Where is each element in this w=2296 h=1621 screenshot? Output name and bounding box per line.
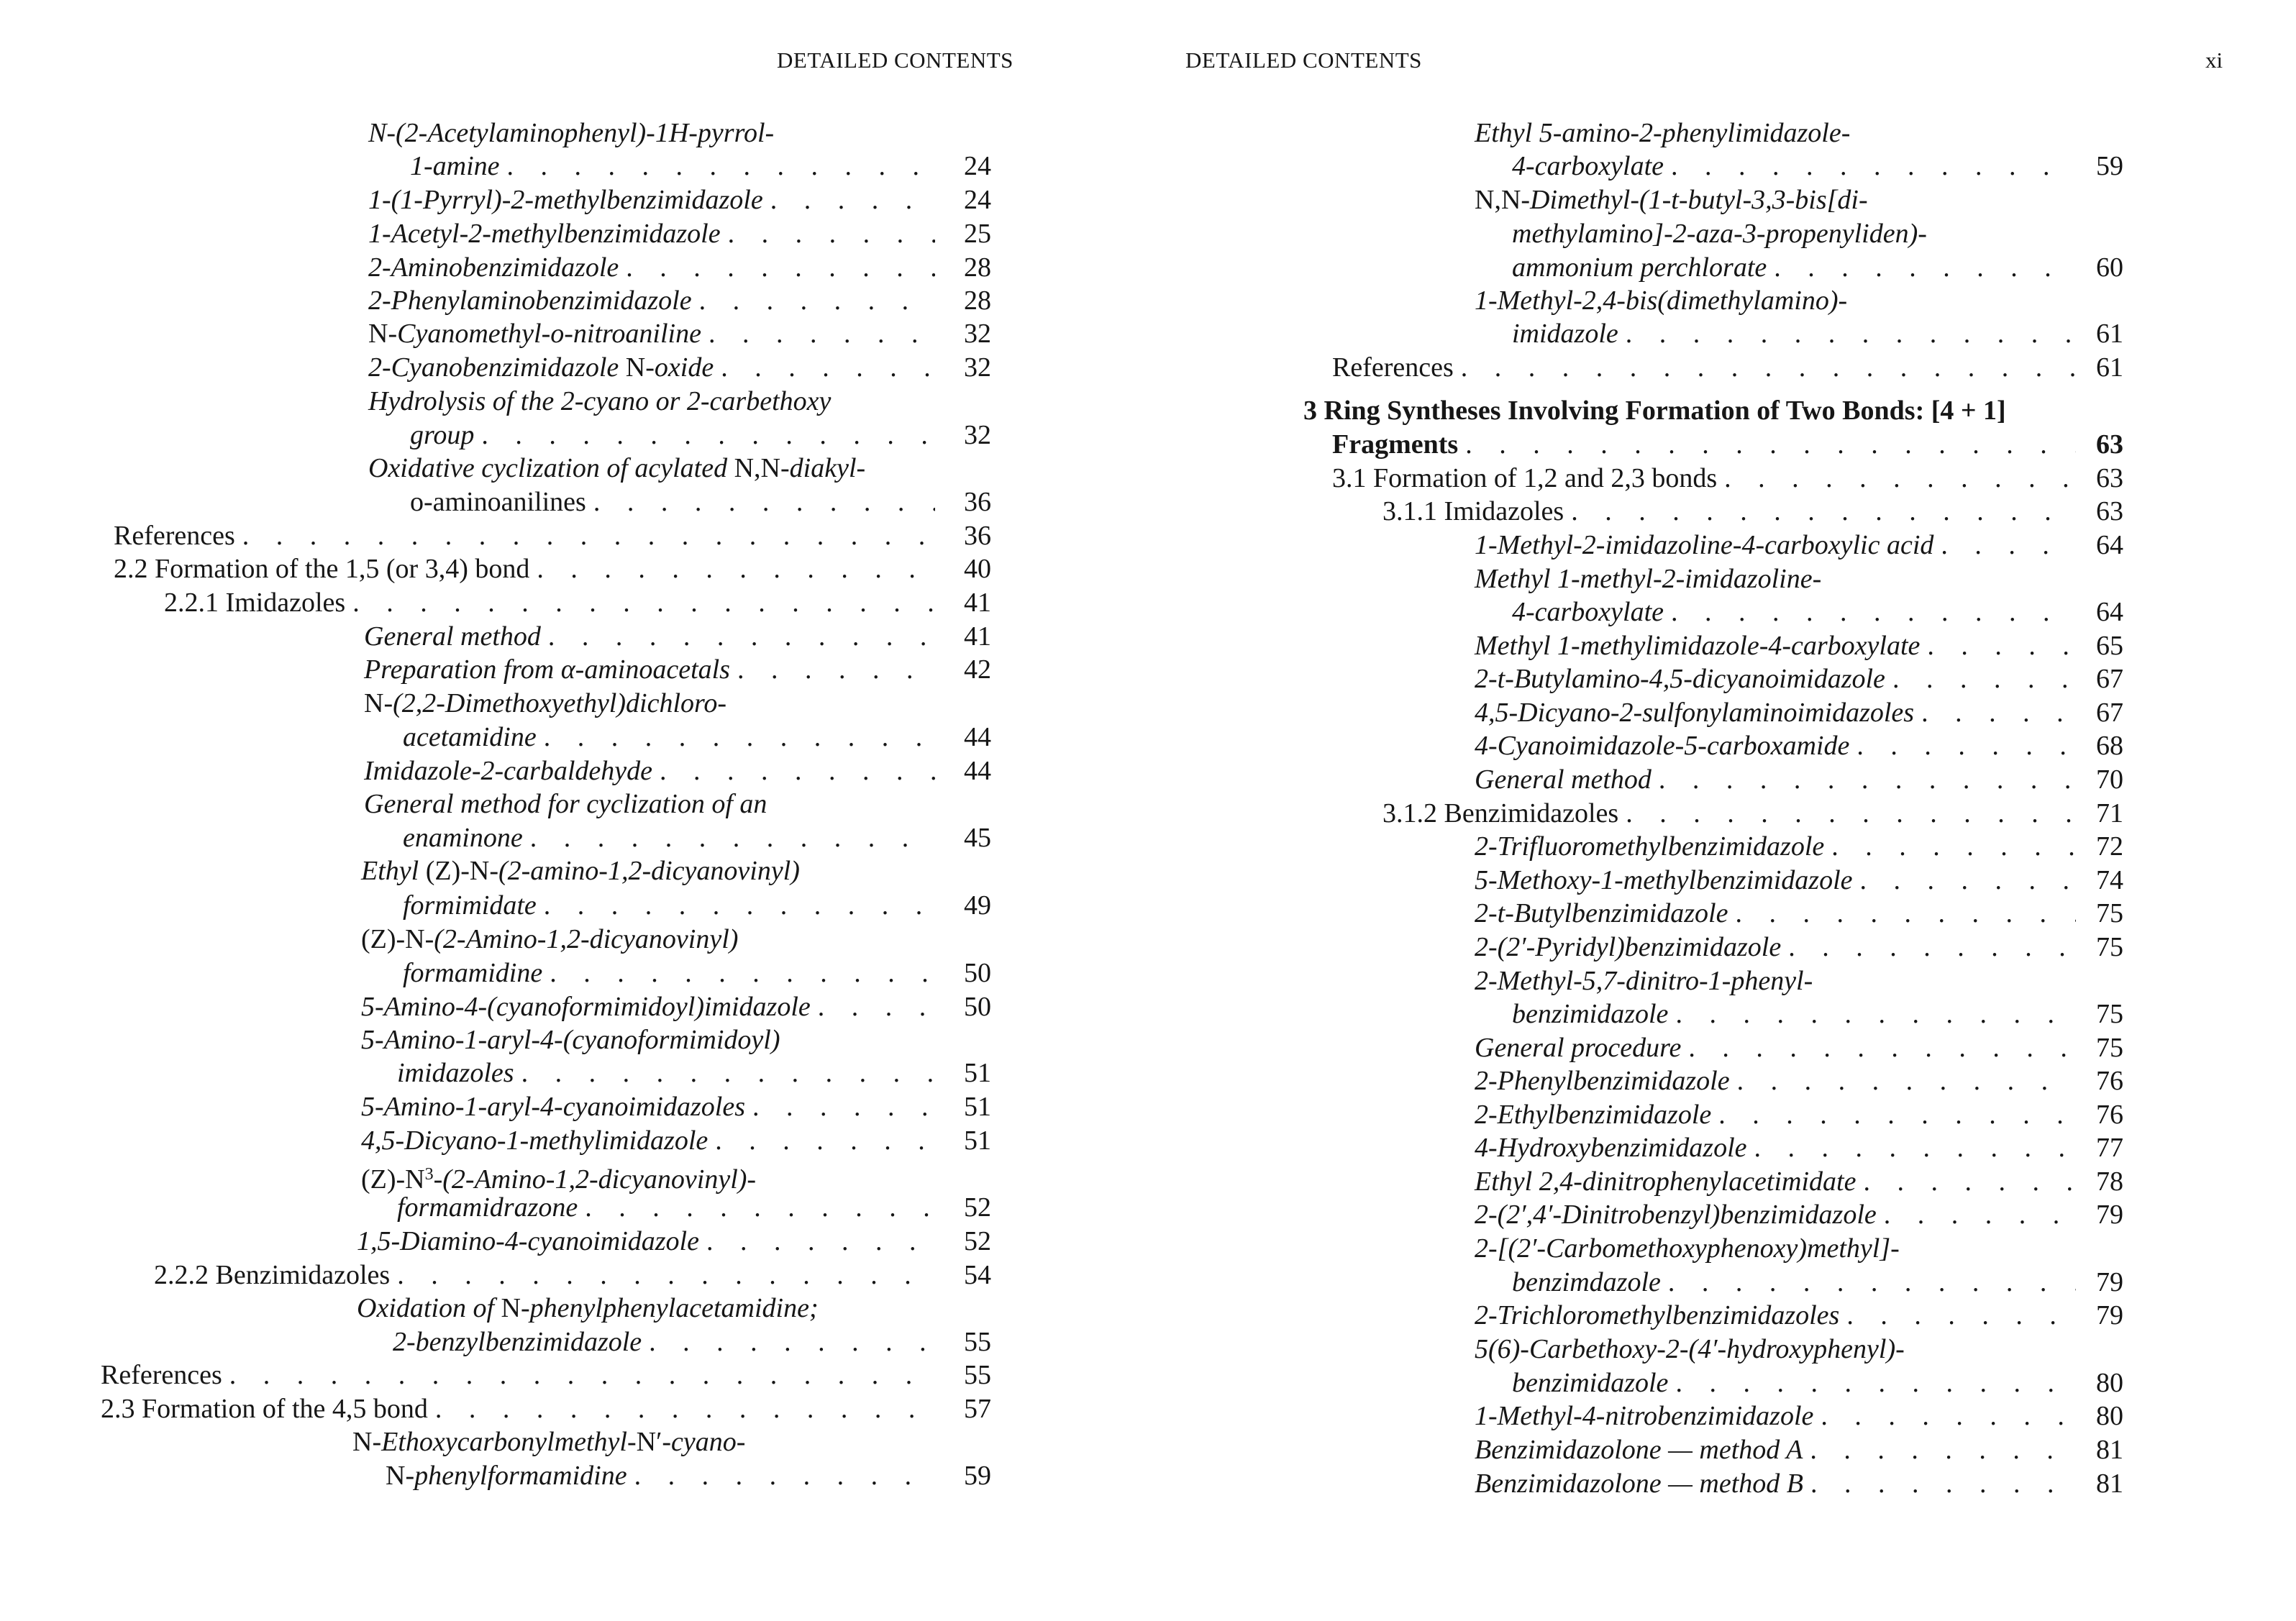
- toc-entry-page: 81: [2096, 1435, 2123, 1465]
- toc-entry: [368, 217, 935, 250]
- toc-entry: [361, 1124, 935, 1157]
- toc-entry-page: 79: [2096, 1200, 2123, 1230]
- toc-entry-title: 2-Trifluoromethylbenzimidazole: [1475, 831, 1825, 862]
- toc-entry-page: 36: [964, 487, 991, 517]
- toc-entry-title: N-(2,2-Dimethoxyethyl)dichloro-: [364, 688, 727, 718]
- toc-entry-title: N-(2-Acetylaminophenyl)-1H-pyrrol-: [368, 118, 775, 148]
- toc-entry: [1475, 1433, 2076, 1466]
- toc-entry-page: 32: [964, 420, 991, 450]
- dot-leader: [521, 1056, 935, 1090]
- toc-entry: [1512, 1266, 2076, 1299]
- toc-entry: [1475, 1333, 1905, 1366]
- toc-entry-title: $(Z)-N^3-(2-Amino-1,2-dicyanovinyl)-$: [361, 1164, 757, 1195]
- toc-entry: [1475, 696, 2076, 729]
- toc-entry-page: 65: [2096, 631, 2123, 661]
- toc-entry: [368, 317, 935, 350]
- dot-leader: [649, 1325, 935, 1359]
- dot-leader: [435, 1392, 935, 1425]
- toc-entry-page: 75: [2096, 1033, 2123, 1063]
- dot-leader: [770, 183, 935, 216]
- toc-entry-title: 2-(2′,4′-Dinitrobenzyl)benzimidazole: [1475, 1200, 1877, 1230]
- dot-leader: [1774, 251, 2076, 284]
- toc-entry: [1475, 1098, 2076, 1131]
- toc-entry-page: 76: [2096, 1100, 2123, 1130]
- toc-entry-page: 68: [2096, 731, 2123, 761]
- dot-leader: [548, 620, 935, 653]
- toc-entry: [1475, 1399, 2076, 1433]
- toc-entry: [1475, 117, 1850, 150]
- dot-leader: [585, 1191, 935, 1224]
- toc-entry-page: 61: [2096, 319, 2123, 349]
- dot-leader: [1718, 1098, 2076, 1131]
- dot-leader: [728, 217, 935, 250]
- dot-leader: [1927, 629, 2076, 662]
- toc-entry-page: 51: [964, 1058, 991, 1088]
- toc-entry-title: 1-Acetyl-2-methylbenzimidazole: [368, 219, 721, 249]
- toc-entry-title: benzimdazole: [1512, 1267, 1661, 1297]
- toc-entry-page: 67: [2096, 664, 2123, 694]
- toc-entry-page: 54: [964, 1260, 991, 1290]
- toc-entry: [403, 821, 935, 854]
- dot-leader: [1892, 662, 2076, 695]
- toc-entry-title: 4-carboxylate: [1512, 151, 1664, 181]
- toc-entry: [154, 1259, 935, 1292]
- toc-entry: [1475, 284, 1847, 317]
- toc-entry: [386, 1459, 935, 1492]
- toc-entry-page: 59: [964, 1461, 991, 1491]
- dot-leader: [660, 754, 935, 787]
- toc-entry-page: 77: [2096, 1133, 2123, 1163]
- dot-leader: [1884, 1198, 2076, 1231]
- toc-entry-title: 2-Trichloromethylbenzimidazoles: [1475, 1300, 1840, 1330]
- toc-entry-page: 24: [964, 151, 991, 181]
- dot-leader: [752, 1090, 935, 1123]
- toc-entry-title: imidazole: [1512, 319, 1618, 349]
- toc-entry-page: 78: [2096, 1166, 2123, 1197]
- toc-entry-title: General procedure: [1475, 1033, 1682, 1063]
- dot-leader: [1675, 1366, 2076, 1399]
- toc-entry: [1512, 1366, 2076, 1399]
- dot-leader: [1671, 150, 2076, 183]
- toc-entry-title: General method: [364, 621, 541, 652]
- dot-leader: [1724, 462, 2076, 495]
- toc-entry: [1475, 931, 2076, 964]
- toc-entry-title: References: [101, 1360, 222, 1390]
- toc-entry-page: 32: [964, 319, 991, 349]
- toc-entry-page: 28: [964, 252, 991, 283]
- toc-entry-title: Methyl 1-methylimidazole-4-carboxylate: [1475, 631, 1921, 661]
- toc-entry-title: imidazoles: [397, 1058, 514, 1088]
- toc-entry-title: N-Cyanomethyl-o-nitroaniline: [368, 319, 701, 349]
- toc-entry-page: 25: [964, 219, 991, 249]
- toc-entry-title: 2.2 Formation of the 1,5 (or 3,4) bond: [114, 554, 530, 584]
- toc-entry: [1475, 1232, 1900, 1265]
- toc-entry-page: 32: [964, 352, 991, 383]
- toc-entry: [364, 787, 767, 821]
- toc-entry-page: 75: [2096, 999, 2123, 1029]
- toc-entry: [361, 990, 935, 1023]
- toc-entry-page: 41: [964, 588, 991, 618]
- dot-leader: [229, 1359, 935, 1392]
- toc-entry: [368, 452, 865, 485]
- toc-entry: [1332, 428, 2076, 461]
- toc-entry-title: 1-Methyl-4-nitrobenzimidazole: [1475, 1401, 1814, 1431]
- dot-leader: [626, 251, 935, 284]
- running-head: DETAILED CONTENTS: [1185, 47, 1422, 73]
- toc-entry-title: 2-Cyanobenzimidazole N-oxide: [368, 352, 714, 383]
- toc-entry-title: 5-Amino-1-aryl-4-cyanoimidazoles: [361, 1092, 745, 1122]
- toc-entry-page: 55: [964, 1360, 991, 1390]
- dot-leader: [593, 485, 935, 519]
- dot-leader: [530, 821, 935, 854]
- toc-entry-title: Oxidative cyclization of acylated N,N-diakyl-: [368, 453, 866, 483]
- dot-leader: [634, 1459, 935, 1492]
- dot-leader: [1675, 997, 2076, 1031]
- toc-entry: [368, 117, 774, 150]
- toc-entry: [368, 251, 935, 284]
- toc-entry: [1475, 662, 2076, 695]
- toc-entry: [1475, 964, 1813, 997]
- toc-entry-title: 5-Methoxy-1-methylbenzimidazole: [1475, 865, 1853, 895]
- toc-entry-page: 52: [964, 1192, 991, 1223]
- toc-entry: [1475, 529, 2076, 562]
- toc-entry: [1475, 897, 2076, 930]
- toc-entry: [101, 1359, 935, 1392]
- dot-leader: [1626, 317, 2076, 350]
- toc-entry-page: 64: [2096, 597, 2123, 627]
- toc-entry-title: References: [114, 521, 235, 551]
- toc-entry: [410, 485, 935, 519]
- toc-entry: [368, 183, 935, 216]
- toc-entry-title: 2.2.2 Benzimidazoles: [154, 1260, 391, 1290]
- toc-entry-title: Fragments: [1332, 429, 1459, 460]
- toc-entry-title: 2-Phenylaminobenzimidazole: [368, 286, 692, 316]
- toc-entry-title: formamidine: [403, 958, 543, 988]
- toc-entry: [364, 653, 935, 686]
- toc-entry-page: 71: [2096, 798, 2123, 828]
- toc-entry: [1475, 729, 2076, 762]
- toc-entry-title: Ethyl 2,4-dinitrophenylacetimidate: [1475, 1166, 1857, 1197]
- toc-entry-title: 2-Phenylbenzimidazole: [1475, 1066, 1730, 1096]
- toc-entry: [368, 385, 831, 418]
- toc-entry: [1475, 1131, 2076, 1164]
- toc-entry-page: 55: [964, 1327, 991, 1357]
- toc-entry: [403, 889, 935, 922]
- toc-entry-title: 2.3 Formation of the 4,5 bond: [101, 1394, 428, 1424]
- toc-entry-title: (Z)-N-(2-Amino-1,2-dicyanovinyl): [361, 924, 739, 954]
- toc-entry-title: Ethyl 5-amino-2-phenylimidazole-: [1475, 118, 1851, 148]
- dot-leader: [397, 1259, 935, 1292]
- toc-entry-title: Benzimidazolone — method A: [1475, 1435, 1803, 1465]
- running-head: DETAILED CONTENTS: [777, 47, 1013, 73]
- toc-entry-title: Oxidation of N-phenylphenylacetamidine;: [357, 1293, 819, 1323]
- dot-leader: [721, 351, 935, 384]
- dot-leader: [537, 552, 935, 585]
- toc-entry-page: 59: [2096, 151, 2123, 181]
- toc-entry-page: 63: [2096, 496, 2123, 526]
- toc-entry: [1475, 1198, 2076, 1231]
- toc-entry: [368, 284, 935, 317]
- toc-entry-title: 3 Ring Syntheses Involving Formation of Two Bonds: [4 + 1]: [1303, 396, 2006, 426]
- dot-leader: [699, 284, 935, 317]
- toc-entry-title: 4,5-Dicyano-2-sulfonylaminoimidazoles: [1475, 698, 1915, 728]
- toc-entry-page: 63: [2096, 463, 2123, 493]
- toc-entry: [352, 1425, 745, 1458]
- toc-entry: [1475, 1031, 2076, 1064]
- toc-entry-title: 1-amine: [410, 151, 500, 181]
- dot-leader: [1821, 1399, 2076, 1433]
- toc-entry-page: 28: [964, 286, 991, 316]
- dot-leader: [1735, 897, 2076, 930]
- toc-entry-page: 60: [2096, 252, 2123, 283]
- dot-leader: [550, 956, 935, 990]
- toc-entry-page: 61: [2096, 352, 2123, 383]
- toc-entry-title: Preparation from α-aminoacetals: [364, 654, 730, 685]
- toc-entry-title: References: [1332, 352, 1454, 383]
- toc-entry: [393, 1325, 935, 1359]
- dot-leader: [1754, 1131, 2077, 1164]
- dot-leader: [1863, 1165, 2076, 1198]
- toc-entry: [114, 552, 935, 585]
- toc-entry: [1475, 1299, 2076, 1332]
- dot-leader: [737, 653, 935, 686]
- dot-leader: [1831, 830, 2076, 863]
- toc-entry: [164, 586, 935, 619]
- toc-entry-title: 3.1.1 Imidazoles: [1382, 496, 1564, 526]
- dot-leader: [1626, 797, 2076, 830]
- toc-entry-title: N-phenylformamidine: [386, 1461, 627, 1491]
- dot-leader: [1788, 931, 2076, 964]
- toc-entry-page: 81: [2096, 1469, 2123, 1499]
- toc-entry: [1332, 351, 2076, 384]
- toc-entry-title: 1,5-Diamino-4-cyanoimidazole: [357, 1226, 699, 1256]
- toc-entry-title: 2-t-Butylamino-4,5-dicyanoimidazole: [1475, 664, 1885, 694]
- toc-entry: [1475, 830, 2076, 863]
- toc-entry-page: 76: [2096, 1066, 2123, 1096]
- toc-entry-title: 5-Amino-1-aryl-4-(cyanoformimidoyl): [361, 1025, 780, 1055]
- toc-entry-page: 45: [964, 823, 991, 853]
- dot-leader: [352, 586, 935, 619]
- toc-entry-title: 2.2.1 Imidazoles: [164, 588, 346, 618]
- toc-entry-page: 70: [2096, 764, 2123, 795]
- toc-entry: [1512, 251, 2076, 284]
- toc-entry-page: 41: [964, 621, 991, 652]
- toc-entry-title: 2-(2′-Pyridyl)benzimidazole: [1475, 932, 1782, 962]
- toc-entry: [397, 1191, 935, 1224]
- toc-entry-page: 51: [964, 1092, 991, 1122]
- toc-entry: [368, 351, 935, 384]
- dot-leader: [706, 1225, 935, 1258]
- toc-entry-title: 4,5-Dicyano-1-methylimidazole: [361, 1125, 709, 1156]
- dot-leader: [544, 889, 935, 922]
- toc-entry-page: 50: [964, 992, 991, 1022]
- dot-leader: [544, 721, 935, 754]
- toc-entry-page: 44: [964, 756, 991, 786]
- toc-entry: [114, 519, 935, 552]
- toc-entry-page: 72: [2096, 831, 2123, 862]
- dot-leader: [1668, 1266, 2076, 1299]
- toc-entry-page: 80: [2096, 1368, 2123, 1398]
- toc-entry: [361, 854, 800, 887]
- toc-entry-title: Methyl 1-methyl-2-imidazoline-: [1475, 564, 1822, 594]
- dot-leader: [1857, 729, 2076, 762]
- toc-entry-title: 2-Aminobenzimidazole: [368, 252, 619, 283]
- toc-entry-title: 2-benzylbenzimidazole: [393, 1327, 642, 1357]
- dot-leader: [242, 519, 935, 552]
- toc-entry: [1332, 462, 2076, 495]
- toc-entry: [361, 1023, 780, 1056]
- toc-entry-title: 2-Methyl-5,7-dinitro-1-phenyl-: [1475, 966, 1813, 996]
- toc-entry: [1382, 797, 2076, 830]
- toc-entry-page: 36: [964, 521, 991, 551]
- toc-entry: [1512, 217, 1927, 250]
- toc-entry-title: formamidrazone: [397, 1192, 578, 1223]
- toc-entry: [361, 923, 738, 956]
- toc-entry-title: 4-Hydroxybenzimidazole: [1475, 1133, 1747, 1163]
- toc-entry: [1475, 763, 2076, 796]
- toc-entry-title: benzimidazole: [1512, 999, 1669, 1029]
- toc-entry-title: methylamino]-2-aza-3-propenyliden)-: [1512, 219, 1927, 249]
- toc-entry-page: 51: [964, 1125, 991, 1156]
- toc-entry: [1382, 495, 2076, 528]
- toc-entry-title: 2-t-Butylbenzimidazole: [1475, 898, 1728, 928]
- toc-entry: [1475, 183, 1868, 216]
- toc-entry: [1303, 394, 2006, 427]
- dot-leader: [715, 1124, 935, 1157]
- toc-entry-title: 2-[(2′-Carbomethoxyphenoxy)methyl]-: [1475, 1233, 1900, 1264]
- toc-entry: [357, 1292, 819, 1325]
- toc-entry-title: 3.1 Formation of 1,2 and 2,3 bonds: [1332, 463, 1718, 493]
- toc-entry-page: 52: [964, 1226, 991, 1256]
- toc-entry-title: 5-Amino-4-(cyanoformimidoyl)imidazole: [361, 992, 811, 1022]
- toc-entry-title: Benzimidazolone — method B: [1475, 1469, 1804, 1499]
- toc-entry-page: 79: [2096, 1267, 2123, 1297]
- toc-entry: [1512, 595, 2076, 629]
- toc-entry-page: 42: [964, 654, 991, 685]
- toc-entry-page: 49: [964, 890, 991, 921]
- dot-leader: [1737, 1064, 2076, 1097]
- toc-entry: [357, 1225, 935, 1258]
- toc-entry-title: Hydrolysis of the 2-cyano or 2-carbethoxy: [368, 386, 832, 416]
- toc-entry-page: 64: [2096, 530, 2123, 560]
- toc-entry: [1512, 997, 2076, 1031]
- toc-entry-title: acetamidine: [403, 722, 537, 752]
- toc-entry-page: 63: [2096, 429, 2123, 460]
- toc-entry-title: enaminone: [403, 823, 523, 853]
- dot-leader: [1860, 864, 2077, 897]
- toc-entry: [1475, 562, 1821, 595]
- toc-entry-page: 79: [2096, 1300, 2123, 1330]
- toc-entry-page: 24: [964, 185, 991, 215]
- dot-leader: [507, 150, 935, 183]
- toc-entry-title: o-aminoanilines: [410, 487, 586, 517]
- toc-entry: [1475, 1467, 2076, 1500]
- dot-leader: [481, 419, 935, 452]
- toc-entry: [364, 620, 935, 653]
- toc-entry: [410, 419, 935, 452]
- toc-entry: [1512, 150, 2076, 183]
- page-number: xi: [2205, 47, 2223, 73]
- toc-entry-title: 1-(1-Pyrryl)-2-methylbenzimidazole: [368, 185, 763, 215]
- toc-entry-title: group: [410, 420, 475, 450]
- dot-leader: [1941, 529, 2076, 562]
- dot-leader: [1671, 595, 2076, 629]
- toc-entry: [1475, 864, 2076, 897]
- toc-entry-title: N-Ethoxycarbonylmethyl-N′-cyano-: [352, 1427, 746, 1457]
- toc-entry-title: ammonium perchlorate: [1512, 252, 1767, 283]
- dot-leader: [1688, 1031, 2076, 1064]
- toc-entry: [1512, 317, 2076, 350]
- dot-leader: [1921, 696, 2076, 729]
- right-page: [1148, 0, 2296, 1621]
- toc-entry-page: 74: [2096, 865, 2123, 895]
- toc-entry-page: 57: [964, 1394, 991, 1424]
- toc-entry: [361, 1090, 935, 1123]
- toc-entry-title: General method: [1475, 764, 1652, 795]
- toc-entry: [403, 721, 935, 754]
- toc-entry-title: Ethyl (Z)-N-(2-amino-1,2-dicyanovinyl): [361, 856, 800, 886]
- toc-entry-title: benzimidazole: [1512, 1368, 1669, 1398]
- dot-leader: [1465, 428, 2076, 461]
- toc-entry-page: 67: [2096, 698, 2123, 728]
- toc-entry-title: 4-Cyanoimidazole-5-carboxamide: [1475, 731, 1850, 761]
- toc-entry: [1475, 1064, 2076, 1097]
- toc-entry: [101, 1392, 935, 1425]
- dot-leader: [1810, 1433, 2076, 1466]
- dot-leader: [1571, 495, 2076, 528]
- toc-entry-page: 40: [964, 554, 991, 584]
- dot-leader: [1461, 351, 2076, 384]
- toc-entry-title: 4-carboxylate: [1512, 597, 1664, 627]
- toc-entry-title: formimidate: [403, 890, 537, 921]
- toc-entry: [397, 1056, 935, 1090]
- toc-entry-page: 50: [964, 958, 991, 988]
- dot-leader: [1846, 1299, 2076, 1332]
- dot-leader: [709, 317, 935, 350]
- toc-entry: [364, 687, 726, 720]
- toc-entry-page: 80: [2096, 1401, 2123, 1431]
- toc-entry: [410, 150, 935, 183]
- toc-entry-page: 44: [964, 722, 991, 752]
- toc-entry-title: 3.1.2 Benzimidazoles: [1382, 798, 1619, 828]
- dot-leader: [1810, 1467, 2076, 1500]
- toc-entry-page: 75: [2096, 932, 2123, 962]
- dot-leader: [818, 990, 935, 1023]
- toc-entry-title: 1-Methyl-2-imidazoline-4-carboxylic acid: [1475, 530, 1934, 560]
- dot-leader: [1659, 763, 2076, 796]
- toc-entry-title: Imidazole-2-carbaldehyde: [364, 756, 652, 786]
- toc-entry: [403, 956, 935, 990]
- toc-entry-title: 2-Ethylbenzimidazole: [1475, 1100, 1712, 1130]
- toc-entry-title: General method for cyclization of an: [364, 789, 767, 819]
- toc-entry: [1475, 629, 2076, 662]
- toc-entry-title: N,N-Dimethyl-(1-t-butyl-3,3-bis[di-: [1475, 185, 1868, 215]
- toc-entry: [1475, 1165, 2076, 1198]
- toc-entry-title: 1-Methyl-2,4-bis(dimethylamino)-: [1475, 286, 1848, 316]
- toc-entry-title: 5(6)-Carbethoxy-2-(4′-hydroxyphenyl)-: [1475, 1334, 1905, 1364]
- toc-entry-page: 75: [2096, 898, 2123, 928]
- toc-entry: [364, 754, 935, 787]
